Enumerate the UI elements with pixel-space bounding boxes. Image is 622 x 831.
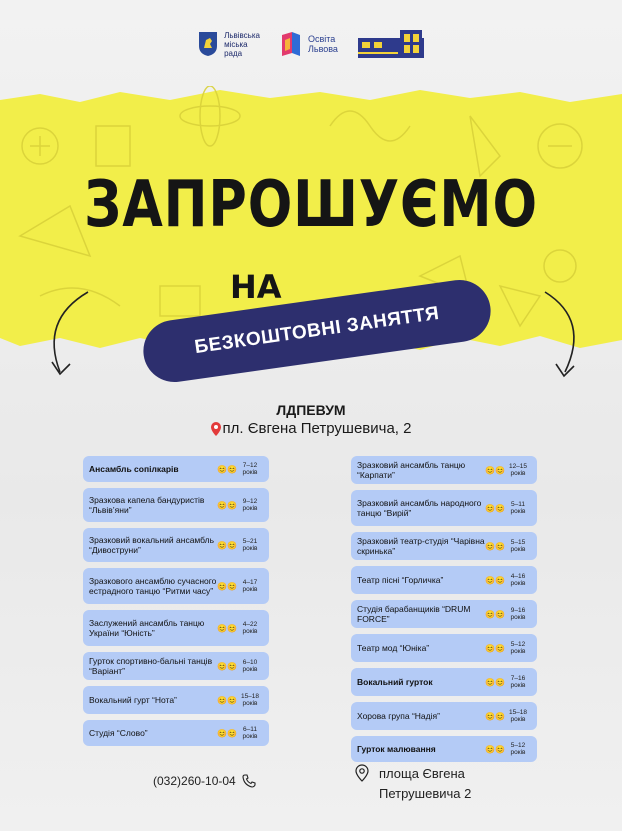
class-card bbox=[351, 668, 537, 696]
class-card bbox=[83, 720, 269, 746]
venue-name: ЛДПЕВУМ bbox=[276, 402, 346, 418]
emoji-icon: 😊😊 bbox=[485, 503, 505, 513]
osvita-lvova-logo: Освіта Львова bbox=[280, 31, 338, 57]
venue-block bbox=[0, 402, 622, 440]
class-name: Театр пісні “Горличка” bbox=[357, 575, 444, 585]
class-card bbox=[83, 488, 269, 522]
age-range: 5–15 років bbox=[510, 539, 526, 553]
class-name: Вокальний гурт “Нота” bbox=[89, 695, 177, 705]
age-range: 5–11 років bbox=[510, 501, 526, 515]
emoji-icon: 😊😊 bbox=[485, 541, 505, 551]
main-title: ЗАПРОШУЄМО bbox=[84, 168, 538, 242]
class-card bbox=[351, 566, 537, 594]
age-range: 6–11 років bbox=[242, 726, 258, 740]
age-range: 7–12 років bbox=[242, 462, 258, 476]
class-card bbox=[83, 686, 269, 714]
class-name: Зразкового ансамблю сучасного естрадного танцю “Ритми часу” bbox=[89, 576, 217, 596]
pin-icon bbox=[211, 422, 221, 436]
age-range: 6–10 років bbox=[242, 659, 258, 673]
emoji-icon: 😊😊 bbox=[485, 575, 505, 585]
place-contact bbox=[355, 764, 471, 804]
class-name: Ансамбль сопілкарів bbox=[89, 464, 179, 474]
emoji-icon: 😊😊 bbox=[485, 711, 505, 721]
class-card bbox=[351, 736, 537, 762]
class-name: Гурток спортивно-бальні танців “Варіант” bbox=[89, 656, 213, 676]
age-range: 5–12 років bbox=[510, 641, 526, 655]
emoji-icon: 😊😊 bbox=[217, 623, 237, 633]
age-range: 12–15 років bbox=[508, 463, 528, 477]
class-card bbox=[351, 532, 537, 560]
class-name: Вокальний гурток bbox=[357, 677, 433, 687]
class-name: Зразковий ансамбль танцю “Карпати” bbox=[357, 460, 466, 480]
age-range: 9–16 років bbox=[510, 607, 526, 621]
age-range: 4–17 років bbox=[242, 579, 258, 593]
age-range: 4–22 років bbox=[242, 621, 258, 635]
class-name: Гурток малювання bbox=[357, 744, 436, 754]
age-range: 4–16 років bbox=[510, 573, 526, 587]
class-card bbox=[351, 634, 537, 662]
lviv-city-council-logo: Львівська міська рада bbox=[198, 31, 260, 58]
class-name: Заслужений ансамбль танцю України “Юність” bbox=[89, 618, 205, 638]
class-card bbox=[83, 456, 269, 482]
pill-label: БЕЗКОШТОВНІ ЗАНЯТТЯ bbox=[193, 302, 441, 359]
emoji-icon: 😊😊 bbox=[485, 677, 505, 687]
class-card bbox=[351, 490, 537, 526]
subtitle-na: НА bbox=[230, 268, 282, 306]
location-pin-icon bbox=[355, 764, 369, 782]
phone-contact bbox=[153, 774, 256, 788]
venue-address: пл. Євгена Петрушевича, 2 bbox=[222, 420, 412, 437]
age-range: 5–21 років bbox=[242, 538, 258, 552]
class-name: Театр мод “Юніка” bbox=[357, 643, 430, 653]
age-range: 9–12 років bbox=[242, 498, 258, 512]
class-name: Зразковий вокальний ансамбль “Дивоструни” bbox=[89, 535, 215, 555]
emoji-icon: 😊😊 bbox=[217, 728, 237, 738]
age-range: 15–18 років bbox=[240, 693, 260, 707]
class-name: Зразковий театр-студія “Чарівна скринька” bbox=[357, 536, 485, 556]
phone-number: (032)260-10-04 bbox=[153, 774, 236, 788]
class-card bbox=[83, 528, 269, 562]
venue-address-line bbox=[211, 420, 412, 437]
emoji-icon: 😊😊 bbox=[485, 643, 505, 653]
class-name: Зразковий ансамбль народного танцю “Вирій” bbox=[357, 498, 482, 518]
place-address: площа Євгена Петрушевича 2 bbox=[379, 766, 472, 801]
emoji-icon: 😊😊 bbox=[485, 744, 505, 754]
right-classes-column bbox=[351, 456, 537, 762]
left-classes-column bbox=[83, 456, 269, 746]
class-name: Хорова група “Надія” bbox=[357, 711, 440, 721]
emoji-icon: 😊😊 bbox=[485, 465, 505, 475]
age-range: 5–12 років bbox=[510, 742, 526, 756]
class-card bbox=[351, 702, 537, 730]
class-name: Студія барабанщиків “DRUM FORCE” bbox=[357, 604, 471, 624]
class-card bbox=[83, 610, 269, 646]
emoji-icon: 😊😊 bbox=[217, 581, 237, 591]
emoji-icon: 😊😊 bbox=[217, 661, 237, 671]
class-card bbox=[351, 600, 537, 628]
class-card bbox=[83, 568, 269, 604]
emoji-icon: 😊😊 bbox=[217, 464, 237, 474]
age-range: 7–16 років bbox=[510, 675, 526, 689]
emoji-icon: 😊😊 bbox=[217, 540, 237, 550]
phone-icon bbox=[242, 774, 256, 788]
age-range: 15–18 років bbox=[508, 709, 528, 723]
class-name: Зразкова капела бандуристів “Львів’яни” bbox=[89, 495, 205, 515]
class-name: Студія “Слово” bbox=[89, 728, 148, 738]
emoji-icon: 😊😊 bbox=[217, 695, 237, 705]
class-card bbox=[83, 652, 269, 680]
class-card bbox=[351, 456, 537, 484]
emoji-icon: 😊😊 bbox=[217, 500, 237, 510]
emoji-icon: 😊😊 bbox=[485, 609, 505, 619]
